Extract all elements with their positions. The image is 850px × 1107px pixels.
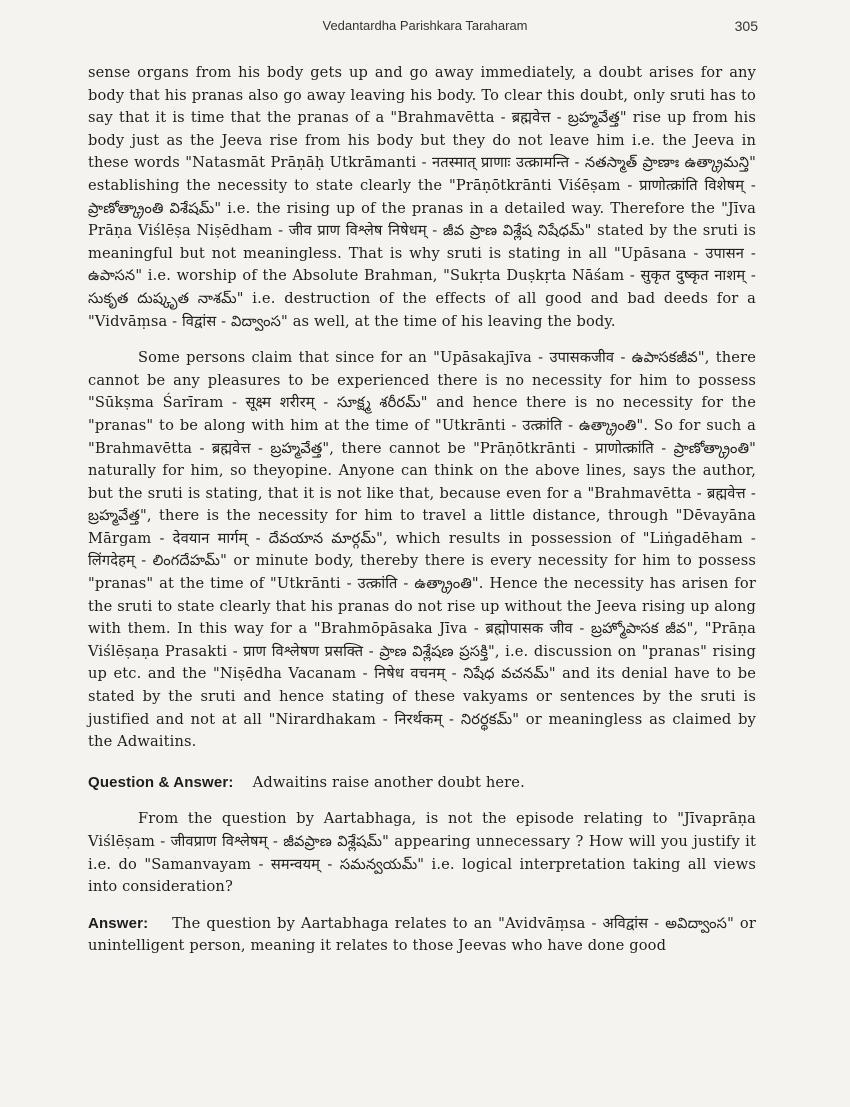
- paragraph-3: From the question by Aartabhaga, is not the episode relating to "Jīvaprāṇa Viślēṣam - जीवप्राण विश्लेषम् - జీవప్రాణ విశ్లేషమ్" appearing unnecessary ? How will you justify it i.e. do "Samanvayam - समन्वयम् - సమన్వయమ్" i.e. logical interpretation taking all views into consideration?: [88, 810, 756, 896]
- question-heading-text: Adwaitins raise another doubt here.: [252, 773, 525, 791]
- question-heading-label: Question & Answer:: [88, 773, 234, 791]
- running-title: Vedantardha Parishkara Taraharam: [322, 18, 528, 33]
- answer-label: Answer:: [88, 914, 149, 932]
- page-header: [0, 18, 850, 40]
- paragraph-1: sense organs from his body gets up and go away immediately, a doubt arises for any body that his pranas also go away leaving his body. To clear this doubt, only sruti has to say that it is time that the pranas of a "Brahmavētta - ब्रह्मवेत्त - బ్రహ్మవేత్త" rise up from his body just as the Jeeva rise from his body but they do not leave him i.e. the Jeeva in these words "Natasmāt Prāṇāḥ Utkrāmanti - नतस्मात् प्राणाः उत्क्रामन्ति - నతస్మాత్ ప్రాణాః ఉత్క్రామన్తి" establishing the necessity to state clearly the "Prāṇōtkrānti Viśēṣam - प्राणोत्क्रांति विशेषम् - ప్రాణోత్క్రాంతి విశేషమ్" i.e. the rising up of the pranas in a detailed way. Therefore the "Jīva Prāṇa Viślēṣa Niṣēdham - जीव प्राण विश्लेष निषेधम् - జీవ ప్రాణ విశ్లేష నిషేధమ్" stated by the sruti is meaningful but not meaningless. That is why sruti is stating in all "Upāsana - उपासन - ఉపాసన" i.e. worship of the Absolute Brahman, "Sukṛta Duṣkṛta Nāśam - सुकृत दुष्कृत नाशम् - సుకృత దుష్కృత నాశమ్" i.e. destruction of the effects of all good and bad deeds for a "Vidvāṃsa - विद्वांस - విద్వాంస" as well, at the time of his leaving the body.: [88, 64, 756, 330]
- paragraph-2: Some persons claim that since for an "Upāsakajīva - उपासकजीव - ఉపాసకజీవ", there cannot be any pleasures to be experienced there is no necessity for him to possess "Sūkṣma Śarīram - सूक्ष्म शरीरम् - సూక్ష్మ శరీరమ్" and hence there is no necessity for the "pranas" to be along with him at the time of "Utkrānti - उत्क्रांति - ఉత్క్రాంతి". So for such a "Brahmavētta - ब्रह्मवेत्त - బ్రహ్మవేత్త", there cannot be "Prāṇōtkrānti - प्राणोत्क्रांति - ప్రాణోత్క్రాంతి" naturally for him, so theyopine. Anyone can think on the above lines, says the author, but the sruti is stating, that it is not like that, because even for a "Brahmavētta - ब्रह्मवेत्त - బ్రహ్మవేత్త", there is the necessity for him to travel a little distance, through "Dēvayāna Mārgam - देवयान मार्गम् - దేవయాన మార్గమ్", which results in possession of "Liṅgadēham - लिंगदेहम् - లింగదేహమ్" or minute body, thereby there is every necessity for him to possess "pranas" at the time of "Utkrānti - उत्क्रांति - ఉత్క్రాంతి". Hence the necessity has arisen for the sruti to state clearly that his pranas do not rise up without the Jeeva rising up along with them. In this way for a "Brahmōpāsaka Jīva - ब्रह्मोपासक जीव - బ్రహ్మోపాసక జీవ", "Prāṇa Viślēṣaṇa Prasakti - प्राण विश्लेषण प्रसक्ति - ప్రాణ విశ్లేషణ ప్రసక్తి", i.e. discussion on "pranas" rising up etc. and the "Niṣēdha Vacanam - निषेध वचनम् - నిషేధ వచనమ్" and its denial have to be stated by the sruti and hence stating of these vakyams or sentences by the sruti is justified and not at all "Nirardhakam - निरर्थकम् - నిరర్థకమ్" or meaningless as claimed by the Adwaitins.: [88, 349, 756, 751]
- body-text: [88, 62, 756, 958]
- page-number: 305: [734, 18, 758, 34]
- answer-paragraph: [88, 913, 756, 958]
- answer-text: The question by Aartabhaga relates to an "Avidvāṃsa - अविद्वांस - అవిద్వాంస" or unintelligent person, meaning it relates to those Jeevas who have done good: [88, 914, 756, 955]
- question-heading: [88, 772, 756, 795]
